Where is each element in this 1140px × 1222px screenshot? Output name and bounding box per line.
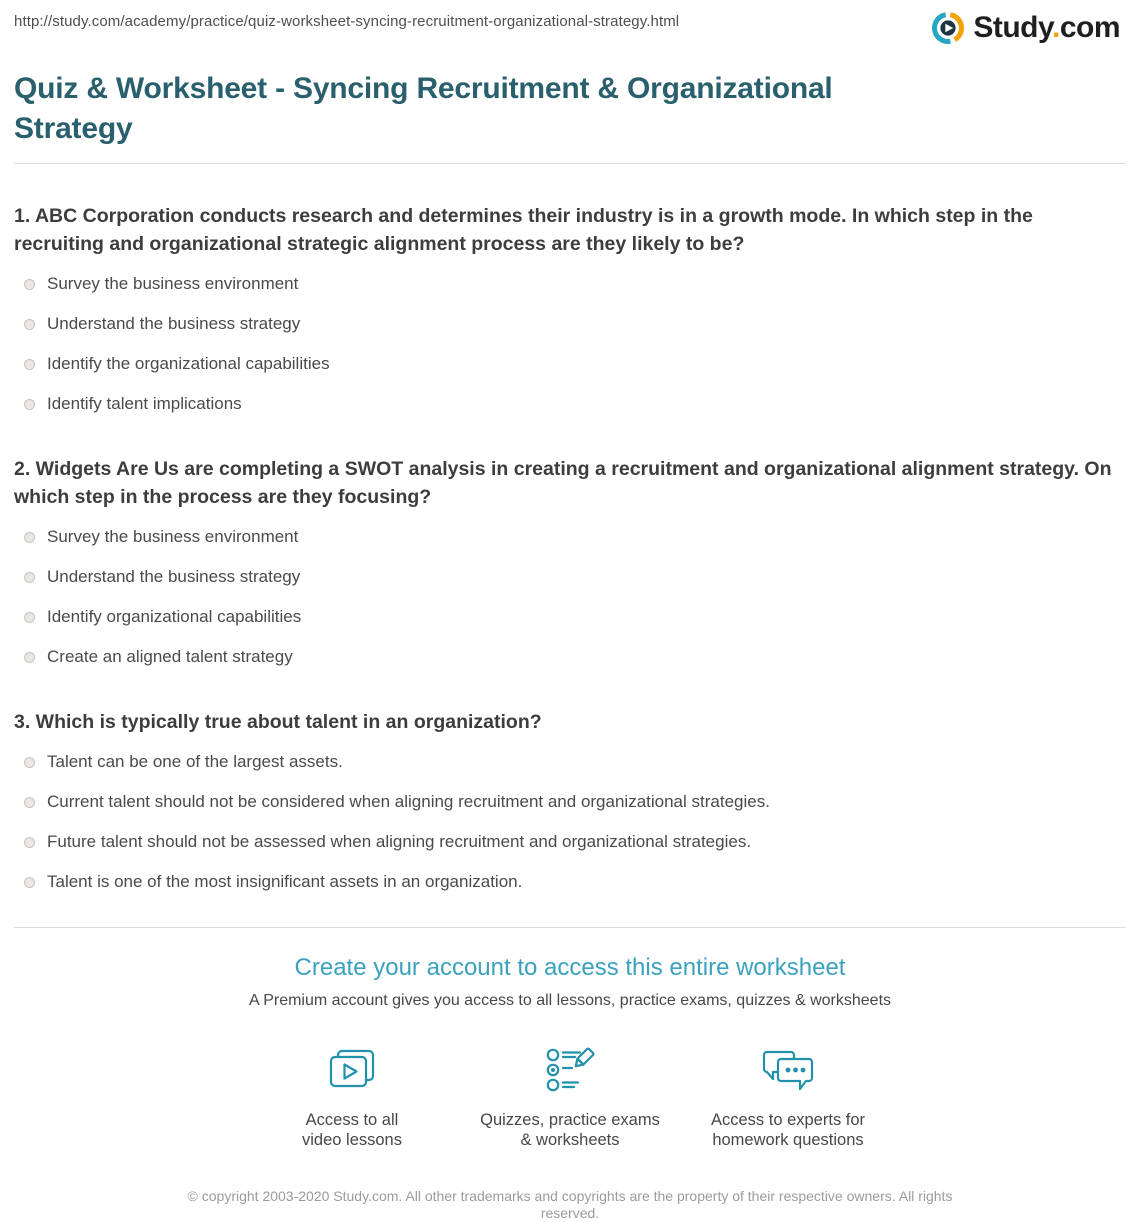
- question-prompt: 2. Widgets Are Us are completing a SWOT analysis in creating a recruitment and organizational alignment strategy. On which step in the process are they focusing?: [14, 458, 1112, 508]
- cta-subtitle: A Premium account gives you access to all lessons, practice exams, quizzes & worksheets: [248, 992, 892, 1009]
- title-divider: [14, 163, 1126, 164]
- chat-experts-icon: [757, 1042, 819, 1100]
- option-label[interactable]: Create an aligned talent strategy: [47, 647, 293, 666]
- option-row[interactable]: [14, 517, 1126, 557]
- question-options: [14, 264, 1126, 424]
- option-row[interactable]: [14, 862, 1126, 902]
- option-label[interactable]: Survey the business environment: [47, 527, 299, 546]
- radio-button[interactable]: [24, 359, 35, 370]
- feature-video-lessons: [243, 1042, 461, 1150]
- question-3: [14, 708, 1126, 902]
- option-label[interactable]: Identify organizational capabilities: [47, 607, 302, 626]
- cta-section: [14, 954, 1126, 1150]
- radio-button[interactable]: [24, 757, 35, 768]
- option-row[interactable]: [14, 557, 1126, 597]
- page-url: http://study.com/academy/practice/quiz-worksheet-syncing-recruitment-organizational-strategy.html: [14, 13, 680, 30]
- radio-button[interactable]: [24, 279, 35, 290]
- question-options: [14, 517, 1126, 677]
- radio-button[interactable]: [24, 319, 35, 330]
- option-label[interactable]: Survey the business environment: [47, 274, 299, 293]
- radio-button[interactable]: [24, 877, 35, 888]
- studycom-logo-text: Study.com: [973, 11, 1120, 44]
- option-row[interactable]: [14, 384, 1126, 424]
- question-1: [14, 202, 1126, 424]
- option-row[interactable]: [14, 304, 1126, 344]
- option-row[interactable]: [14, 597, 1126, 637]
- feature-label: Access to experts for homework questions: [710, 1111, 866, 1149]
- radio-button[interactable]: [24, 532, 35, 543]
- feature-quizzes-worksheets: [461, 1042, 679, 1150]
- radio-button[interactable]: [24, 572, 35, 583]
- option-label[interactable]: Talent is one of the most insignificant assets in an organization.: [47, 872, 523, 891]
- header: [14, 0, 1126, 52]
- features-row: [14, 1042, 1126, 1150]
- option-label[interactable]: Current talent should not be considered when aligning recruitment and organizational strategies.: [47, 792, 770, 811]
- option-row[interactable]: [14, 637, 1126, 677]
- option-label[interactable]: Identify the organizational capabilities: [47, 354, 330, 373]
- option-row[interactable]: [14, 782, 1126, 822]
- feature-label: Quizzes, practice exams & worksheets: [480, 1111, 660, 1149]
- studycom-logo[interactable]: [930, 10, 1126, 46]
- option-row[interactable]: [14, 344, 1126, 384]
- radio-button[interactable]: [24, 837, 35, 848]
- page-title: Quiz & Worksheet - Syncing Recruitment & Organizational Strategy: [14, 72, 833, 145]
- radio-button[interactable]: [24, 399, 35, 410]
- cta-title: Create your account to access this entire worksheet: [294, 954, 846, 981]
- video-lessons-icon: [325, 1042, 379, 1100]
- radio-button[interactable]: [24, 797, 35, 808]
- option-row[interactable]: [14, 742, 1126, 782]
- cta-divider: [14, 927, 1126, 928]
- option-label[interactable]: Talent can be one of the largest assets.: [47, 752, 343, 771]
- feature-label: Access to all video lessons: [302, 1111, 402, 1149]
- question-prompt: 3. Which is typically true about talent in an organization?: [14, 711, 542, 733]
- feature-homework-experts: [679, 1042, 897, 1150]
- copyright-notice: © copyright 2003-2020 Study.com. All other trademarks and copyrights are the property of their respective owners. All rights reserved.: [187, 1188, 953, 1221]
- quizzes-worksheets-icon: [542, 1042, 598, 1100]
- studycom-logo-icon: [930, 10, 966, 46]
- option-row[interactable]: [14, 822, 1126, 862]
- option-label[interactable]: Understand the business strategy: [47, 314, 301, 333]
- radio-button[interactable]: [24, 612, 35, 623]
- radio-button[interactable]: [24, 652, 35, 663]
- option-label[interactable]: Understand the business strategy: [47, 567, 301, 586]
- question-prompt: 1. ABC Corporation conducts research and determines their industry is in a growth mode. In which step in the recruiting and organizational strategic alignment process are they likely to be?: [14, 205, 1033, 255]
- option-label[interactable]: Identify talent implications: [47, 394, 242, 413]
- question-options: [14, 742, 1126, 902]
- option-label[interactable]: Future talent should not be assessed when aligning recruitment and organizational strategies.: [47, 832, 752, 851]
- question-2: [14, 455, 1126, 677]
- option-row[interactable]: [14, 264, 1126, 304]
